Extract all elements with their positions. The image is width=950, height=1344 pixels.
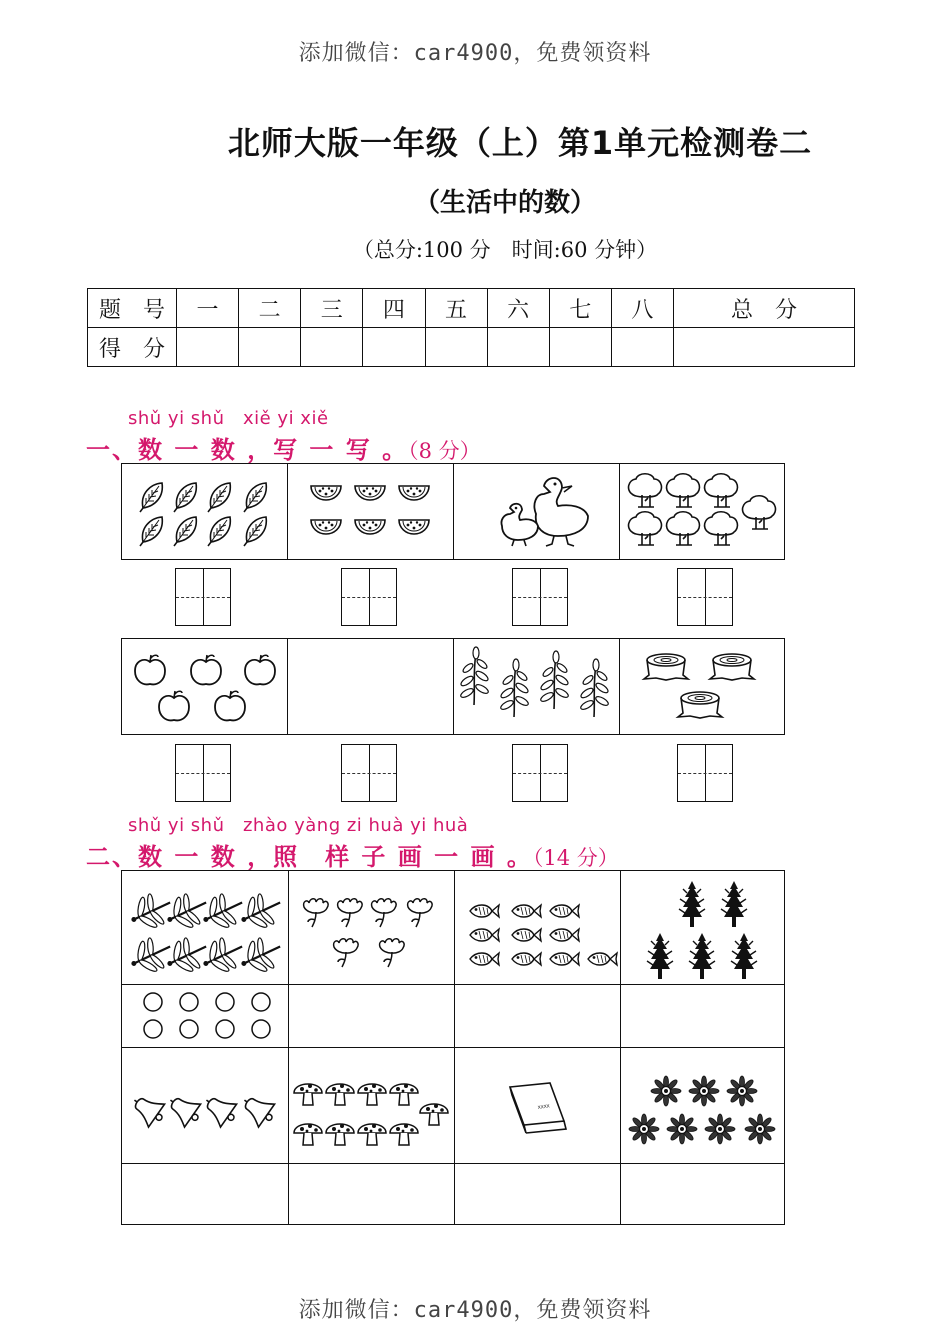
score-table: [87, 288, 855, 367]
page-subtitle: （生活中的数）: [413, 188, 596, 218]
score-table-score-row: [88, 328, 855, 367]
score-col-1: 一: [177, 289, 239, 328]
book-label: xxxx: [537, 1103, 551, 1111]
section2-points: （14 分）: [532, 846, 619, 870]
example-circles: [122, 984, 288, 1047]
section1-points: （8 分）: [408, 439, 481, 463]
section1-picture-row-1: [121, 463, 785, 560]
draw-area-mushroom[interactable]: [288, 1163, 454, 1226]
section1-picture-row-2: [121, 638, 785, 735]
watermark-top: 添加微信：car4900，免费领资料: [298, 41, 652, 66]
pine-icon: [620, 871, 786, 984]
draw-area-fish[interactable]: [454, 984, 620, 1047]
draw-area-pine[interactable]: [620, 984, 786, 1047]
section2-pinyin: shǔ yi shǔ zhào yàng zi huà yi huà: [128, 815, 469, 836]
sunflower-icon: [620, 1047, 786, 1163]
branch-cell: [454, 639, 620, 734]
watermelon-icon: [288, 464, 454, 561]
section2-heading: [86, 837, 619, 872]
section2-heading-text: 二、数 一 数 ，照 样 子 画 一 画 。: [86, 843, 533, 871]
score-info: （总分:100 分 时间:60 分钟）: [352, 238, 658, 262]
score-input-8[interactable]: [611, 328, 673, 367]
draw-area-flower[interactable]: [288, 984, 454, 1047]
mushroom-icon: [288, 1047, 454, 1163]
score-input-2[interactable]: [239, 328, 301, 367]
score-input-5[interactable]: [425, 328, 487, 367]
tree-cell: [620, 464, 786, 559]
empty-cell: [288, 639, 454, 734]
dragonfly-icon: [122, 871, 288, 984]
score-input-3[interactable]: [301, 328, 363, 367]
bell-icon: [122, 1047, 288, 1163]
leaf-cell: [122, 464, 288, 559]
score-table-row2-label: 得 分: [88, 328, 177, 367]
apple-cell: [122, 639, 288, 734]
watermark-bottom: 添加微信：car4900，免费领资料: [298, 1298, 652, 1323]
score-input-1[interactable]: [177, 328, 239, 367]
answer-box-branch[interactable]: [512, 744, 568, 802]
score-col-8: 八: [611, 289, 673, 328]
answer-box-tree[interactable]: [677, 568, 733, 626]
score-input-6[interactable]: [487, 328, 549, 367]
draw-area-bell[interactable]: [122, 1163, 288, 1226]
score-input-7[interactable]: [549, 328, 611, 367]
score-col-3: 三: [301, 289, 363, 328]
flower-icon: [288, 871, 454, 984]
score-input-total[interactable]: [674, 328, 855, 367]
section2-grid: [121, 870, 785, 1225]
score-table-row1-label: 题 号: [88, 289, 177, 328]
score-table-header-row: [88, 289, 855, 328]
branch-icon: [454, 639, 620, 736]
answer-box-leaf[interactable]: [175, 568, 231, 626]
duck-icon: [454, 464, 620, 561]
answer-box-watermelon[interactable]: [341, 568, 397, 626]
answer-box-apple[interactable]: [175, 744, 231, 802]
answer-box-empty[interactable]: [341, 744, 397, 802]
fish-icon: [454, 871, 620, 984]
score-col-4: 四: [363, 289, 425, 328]
score-col-6: 六: [487, 289, 549, 328]
section1-pinyin: shǔ yi shǔ xiě yi xiě: [128, 408, 329, 429]
answer-box-stump[interactable]: [677, 744, 733, 802]
book-icon: [454, 1047, 620, 1163]
stump-icon: [620, 639, 786, 736]
tree-icon: [620, 464, 786, 561]
section1-heading: [86, 430, 481, 465]
duck-cell: [454, 464, 620, 559]
apple-icon: [122, 639, 288, 736]
answer-box-duck[interactable]: [512, 568, 568, 626]
page-title: 北师大版一年级（上）第1单元检测卷二: [227, 124, 813, 162]
score-col-7: 七: [549, 289, 611, 328]
draw-area-book[interactable]: [454, 1163, 620, 1226]
score-col-2: 二: [239, 289, 301, 328]
score-col-5: 五: [425, 289, 487, 328]
leaf-icon: [122, 464, 288, 561]
stump-cell: [620, 639, 786, 734]
section1-heading-text: 一、数 一 数 ，写 一 写 。: [86, 436, 409, 464]
score-input-4[interactable]: [363, 328, 425, 367]
watermelon-cell: [288, 464, 454, 559]
score-col-total: 总 分: [674, 289, 855, 328]
draw-area-sunflower[interactable]: [620, 1163, 786, 1226]
